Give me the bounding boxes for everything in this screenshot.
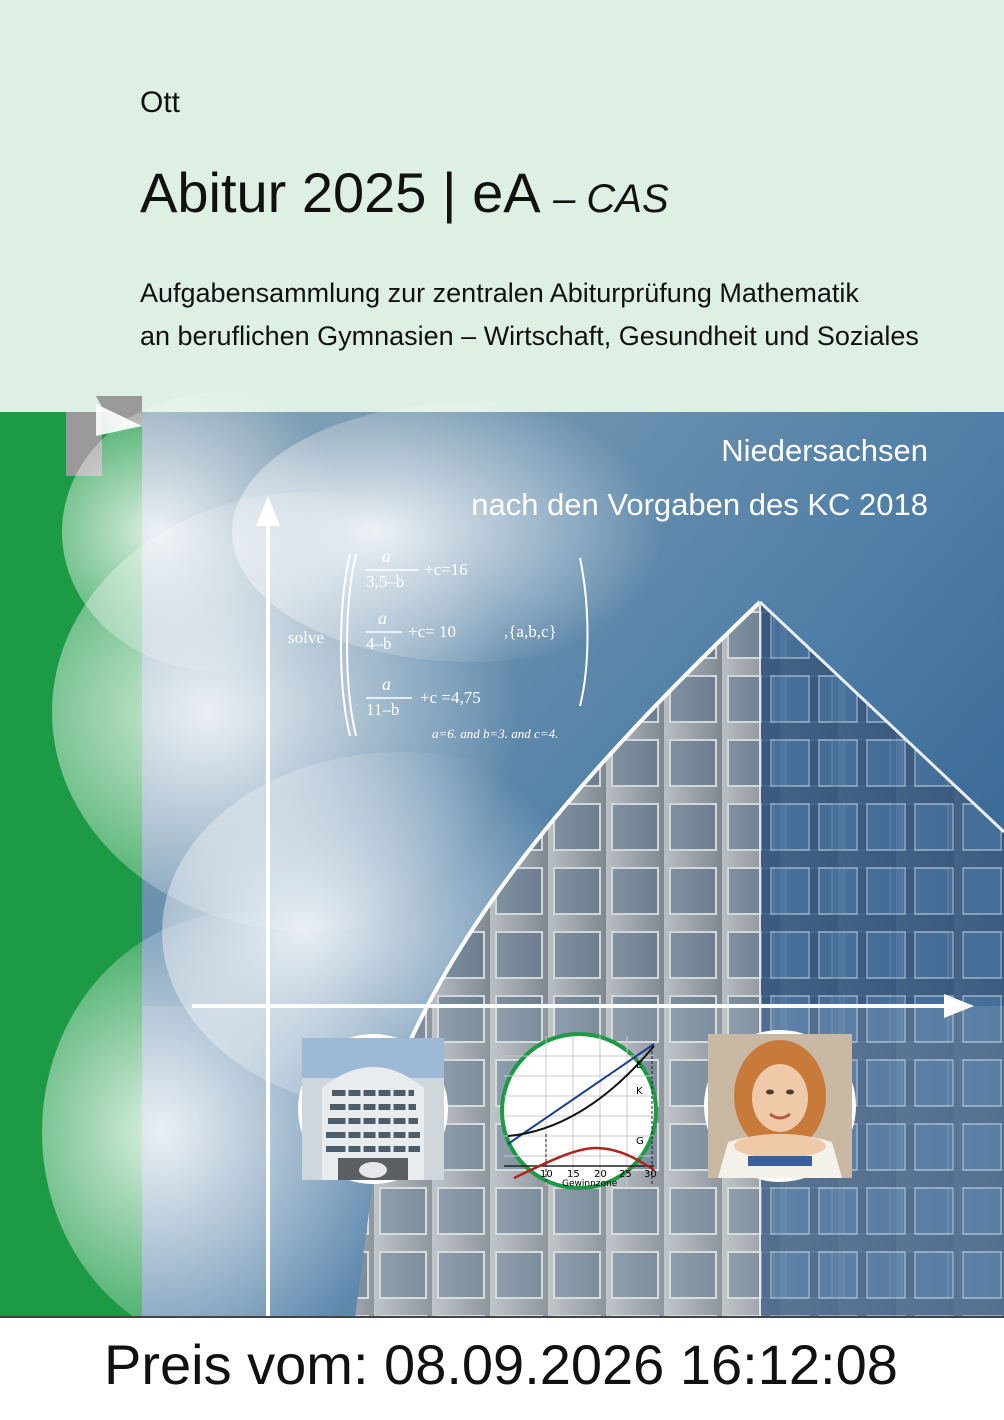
subtitle-line-1: Aufgabensammlung zur zentralen Abiturprüfung Mathematik (140, 278, 859, 308)
subtitle-line-2: an beruflichen Gymnasien – Wirtschaft, Gesundheit und Soziales (140, 321, 919, 351)
break-even-graph-circle (500, 1032, 658, 1190)
region-text (471, 424, 928, 532)
graph-tick-20: 20 (594, 1169, 607, 1180)
formula-eq1-den: 3,5–b (366, 572, 405, 591)
graph-label-g: G (636, 1136, 644, 1147)
book-subtitle (140, 272, 919, 358)
price-timestamp: Preis vom: 08.09.2026 16:12:08 (104, 1333, 898, 1396)
cas-formula (282, 546, 612, 746)
formula-eq2-rest: +c= 10 (408, 622, 456, 641)
graph-label-e: E (636, 1060, 643, 1071)
graph-zone-label: Gewinnzone (562, 1179, 618, 1189)
formula-eq1-num: a (382, 546, 391, 566)
formula-vars: ,{a,b,c} (504, 622, 557, 641)
book-title-main: Abitur 2025 | eA (140, 161, 538, 224)
author-name: Ott (140, 86, 181, 119)
graph-tick-15: 15 (567, 1169, 580, 1180)
graph-tick-30: 30 (644, 1169, 657, 1180)
student-photo-circle (704, 1030, 856, 1182)
formula-eq3-den: 11–b (366, 700, 400, 719)
formula-eq3-rest: +c =4,75 (420, 688, 481, 707)
building-photo-circle (298, 1034, 448, 1184)
formula-eq1-rest: +c=16 (424, 560, 468, 579)
formula-eq2-den: 4–b (366, 634, 392, 653)
formula-solve: solve (288, 628, 324, 647)
graph-tick-25: 25 (619, 1169, 632, 1180)
formula-eq3-num: a (382, 674, 391, 694)
region-line-1: Niedersachsen (721, 433, 928, 468)
formula-result: a=6. and b=3. and c=4. (432, 726, 559, 741)
graph-label-k: K (636, 1086, 643, 1097)
graph-tick-10: 10 (540, 1169, 553, 1180)
book-title-suffix: – CAS (553, 177, 669, 221)
book-title (140, 160, 669, 225)
student-portrait-icon (708, 1034, 852, 1178)
break-even-graph (504, 1036, 657, 1189)
region-line-2: nach den Vorgaben des KC 2018 (471, 487, 928, 522)
cover-header (0, 0, 1004, 412)
round-building-icon (302, 1038, 444, 1180)
formula-eq2-num: a (378, 608, 387, 628)
